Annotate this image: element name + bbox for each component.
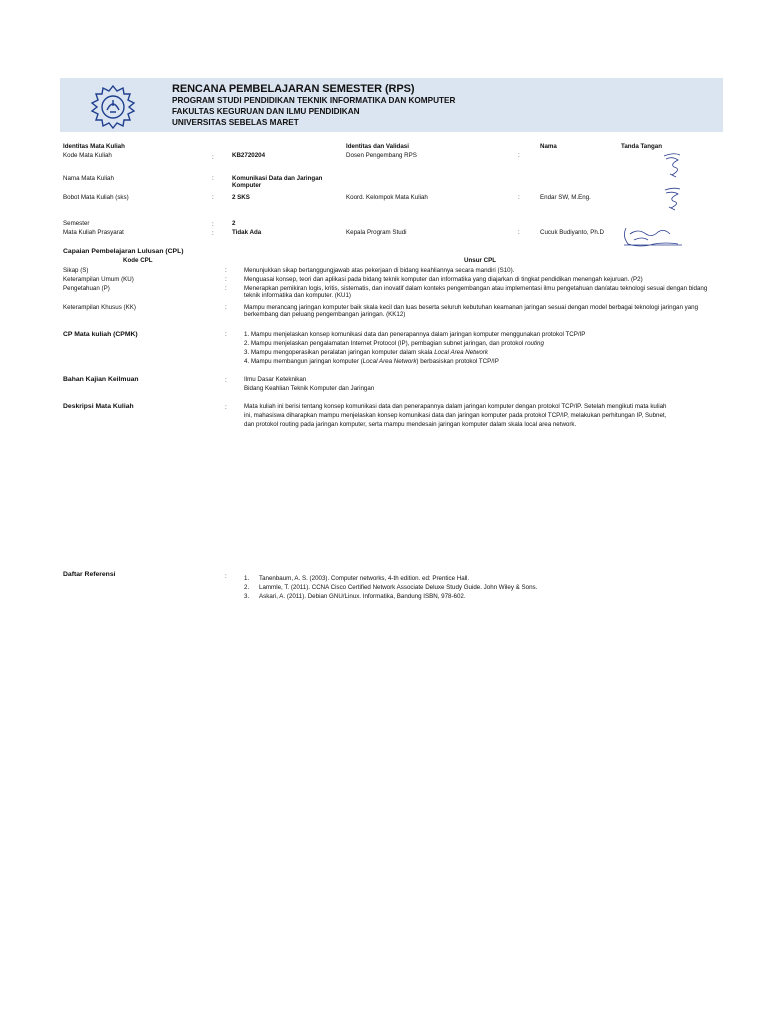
course-code-label: Kode Mata Kuliah xyxy=(63,152,112,159)
cpmk-item-text: 3. Mampu mengoperasikan peralatan jaringan komputer dalam skala xyxy=(244,349,435,356)
description-line: dan protokol routing pada jaringan komputer, serta mampu mendesain jaringan komputer dalam skala local area network. xyxy=(244,421,577,428)
colon: : xyxy=(518,152,520,159)
cpmk-item xyxy=(244,331,585,338)
semester-value: 2 xyxy=(232,220,236,227)
colon: : xyxy=(518,229,520,236)
document-title: RENCANA PEMBELAJARAN SEMESTER (RPS) xyxy=(172,83,415,95)
colon: : xyxy=(225,285,227,292)
validator-name: Endar SW, M.Eng. xyxy=(540,194,591,201)
cpmk-item xyxy=(244,349,488,356)
colon: : xyxy=(225,304,227,311)
cpl-heading: Capaian Pembelajaran Lulusan (CPL) xyxy=(63,248,184,255)
cpmk-item xyxy=(244,358,499,365)
credit-label: Bobot Mata Kuliah (sks) xyxy=(63,194,129,201)
colon: : xyxy=(225,331,227,338)
description-line: Mata kuliah ini berisi tentang konsep komunikasi data dan penerapannya dalam jaringan komputer dengan protokol TCP/IP. Setelah mengikuti mata kuliah xyxy=(244,403,667,410)
description-line: ini, mahasiswa diharapkan mampu menjelaskan konsep komunikasi data dan jaringan komputer pada protokol TCP/IP, melakukan perhitungan IP, Subnet, xyxy=(244,412,667,419)
cpmk-heading: CP Mata kuliah (CPMK) xyxy=(63,331,138,338)
study-material-heading: Bahan Kajian Keilmuan xyxy=(63,376,139,383)
cpmk-item-text: 1. Mampu menjelaskan konsep komunikasi data dan penerapannya dalam jaringan komputer menggunakan protokol TCP/IP xyxy=(244,331,586,338)
cpl-code: Keterampilan Khusus (KK) xyxy=(63,304,136,311)
cpl-text: Mampu merancang jaringan komputer baik skala kecil dan luas beserta seluruh kebutuhan keamanan jaringan sesuai dengan model berbagai teknologi jaringan yang berkembang dan peluang pengembangan jaringan. (KK12) xyxy=(244,304,699,319)
university-logo xyxy=(88,82,138,132)
reference-text: Lammle, T. (2011). CCNA Cisco Certified Network Associate Deluxe Study Guide. John Wiley & Sons. xyxy=(259,584,538,591)
reference-text: Askari, A. (2011). Debian GNU/Linux. Informatika, Bandung ISBN, 978-602. xyxy=(259,593,466,600)
reference-number: 3. xyxy=(244,593,250,600)
reference-number: 1. xyxy=(244,575,250,582)
description-heading: Deskripsi Mata Kuliah xyxy=(63,403,134,410)
references-heading: Daftar Referensi xyxy=(63,571,116,578)
prerequisite-label: Mata Kuliah Prasyarat xyxy=(63,229,124,236)
colon: : xyxy=(225,573,227,580)
study-material-line: Bidang Keahlian Teknik Komputer dan Jaringan xyxy=(244,385,375,392)
cpmk-item-italic: routing xyxy=(525,340,544,347)
name-column-heading: Nama xyxy=(540,143,557,150)
cpmk-item-text: 4. Mampu membangun jaringan komputer ( xyxy=(244,358,363,365)
credit-value: 2 SKS xyxy=(232,194,250,201)
prerequisite-value: Tidak Ada xyxy=(232,229,262,236)
colon: : xyxy=(225,404,227,411)
signature-image xyxy=(620,224,684,250)
colon: : xyxy=(212,154,214,161)
cpmk-item xyxy=(244,340,544,347)
signature-image xyxy=(660,150,686,180)
study-material-line: Ilmu Dasar Keteknikan xyxy=(244,376,307,383)
cpl-code-column-heading: Kode CPL xyxy=(123,257,153,264)
course-code-value: KB2720204 xyxy=(232,152,266,159)
cpl-text: Menunjukkan sikap bertanggungjawab atas pekerjaan di bidang keahliannya secara mandiri (S10). xyxy=(244,267,515,274)
colon: : xyxy=(225,276,227,283)
signature-image xyxy=(660,185,686,213)
identity-heading: Identitas Mata Kuliah xyxy=(63,143,125,150)
cpl-code: Sikap (S) xyxy=(63,267,89,274)
reference-number: 2. xyxy=(244,584,250,591)
course-name-label: Nama Mata Kuliah xyxy=(63,175,114,182)
cpmk-item-text: 2. Mampu menjelaskan pengalamatan Internet Protocol (IP), pembagian subnet jaringan, dan protokol xyxy=(244,340,526,347)
colon: : xyxy=(212,175,214,182)
cpmk-item-italic: Local Area Network xyxy=(362,358,417,365)
university-name: UNIVERSITAS SEBELAS MARET xyxy=(172,118,299,127)
faculty-name: FAKULTAS KEGURUAN DAN ILMU PENDIDIKAN xyxy=(172,107,360,116)
colon: : xyxy=(225,267,227,274)
validation-role: Kepala Program Studi xyxy=(346,229,407,236)
cpmk-item-italic: Local Area Network xyxy=(434,349,488,356)
cpmk-item-text: ) berbasiskan protokol TCP/IP xyxy=(416,358,499,365)
colon: : xyxy=(212,221,214,228)
cpl-text: Menerapkan pemikiran logis, kritis, sistematis, dan inovatif dalam konteks pengembangan atau implementasi ilmu pengetahuan dan/atau teknologi sesuai dengan bidang teknik informatika dan komputer. (KU1) xyxy=(244,285,708,300)
validation-role: Dosen Pengembang RPS xyxy=(346,152,417,159)
validation-heading: Identitas dan Validasi xyxy=(346,143,409,150)
cpl-element-column-heading: Unsur CPL xyxy=(464,257,496,264)
validation-role: Koord. Kelompok Mata Kuliah xyxy=(346,194,428,201)
semester-label: Semester xyxy=(63,220,90,227)
reference-text: Tanenbaum, A. S. (2003). Computer networks, 4-th edition. ed: Prentice Hall. xyxy=(259,575,470,582)
cpl-code: Keterampilan Umum (KU) xyxy=(63,276,134,283)
cpl-code: Pengetahuan (P) xyxy=(63,285,110,292)
signature-column-heading: Tanda Tangan xyxy=(621,143,663,150)
colon: : xyxy=(518,194,520,201)
program-name: PROGRAM STUDI PENDIDIKAN TEKNIK INFORMATIKA DAN KOMPUTER xyxy=(172,96,456,105)
cpl-text: Menguasai konsep, teori dan aplikasi pada bidang teknik komputer dan informatika yang diajarkan di tingkat pendidikan menengah kejuruan. (P2) xyxy=(244,276,643,283)
validator-name: Cucuk Budiyanto, Ph.D xyxy=(540,229,604,236)
colon: : xyxy=(212,194,214,201)
course-name-value: Komunikasi Data dan Jaringan Komputer xyxy=(232,175,323,190)
colon: : xyxy=(225,377,227,384)
colon: : xyxy=(212,230,214,237)
